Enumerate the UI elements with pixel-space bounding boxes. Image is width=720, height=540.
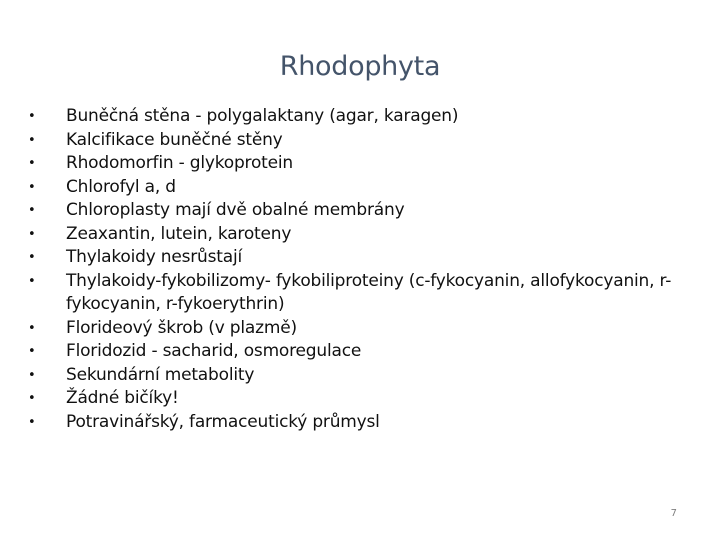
list-item [22,270,672,317]
bullet-text: Thylakoidy-fykobilizomy- fykobiliproteiny (c-fykocyanin, allofykocyanin, r-fykocyanin, r-fykoerythrin) [66,270,672,314]
list-item [22,223,672,247]
bullet-text: Potravinářský, farmaceutický průmysl [66,411,380,432]
bullet-icon: • [28,156,36,171]
bullet-text: Kalcifikace buněčné stěny [66,129,283,150]
bullet-text: Zeaxantin, lutein, karoteny [66,223,292,244]
bullet-list [22,105,672,434]
bullet-icon: • [28,414,36,430]
bullet-text: Buněčná stěna - polygalaktany (agar, karagen) [66,106,459,126]
bullet-text: Thylakoidy nesrůstají [66,247,243,267]
list-item [22,340,672,364]
bullet-text: Chlorofyl a, d [66,176,176,197]
list-item [22,152,672,176]
bullet-icon: • [28,109,36,124]
bullet-icon: • [28,132,36,148]
bullet-icon: • [28,367,36,383]
list-item [22,317,672,341]
bullet-text: Žádné bičíky! [66,388,179,408]
list-item [22,364,672,388]
bullet-icon: • [28,179,36,195]
bullet-icon: • [28,226,36,242]
bullet-icon: • [28,344,36,359]
bullet-icon: • [28,250,36,265]
slide-title: Rhodophyta [279,51,441,82]
list-item [22,246,672,270]
bullet-icon: • [28,320,36,336]
bullet-text: Sekundární metabolity [66,364,255,385]
bullet-text: Floridozid - sacharid, osmoregulace [66,341,362,361]
bullet-text: Florideový škrob (v plazmě) [66,317,297,338]
bullet-icon: • [28,273,36,289]
bullet-text: Rhodomorfin - glykoprotein [66,153,293,173]
bullet-icon: • [28,391,36,406]
list-item [22,129,672,153]
list-item [22,176,672,200]
bullet-text: Chloroplasty mají dvě obalné membrány [66,200,405,220]
list-item [22,387,672,411]
bullet-icon: • [28,203,36,218]
list-item [22,105,672,129]
list-item [22,411,672,435]
list-item [22,199,672,223]
slide-number: 7 [670,508,677,519]
